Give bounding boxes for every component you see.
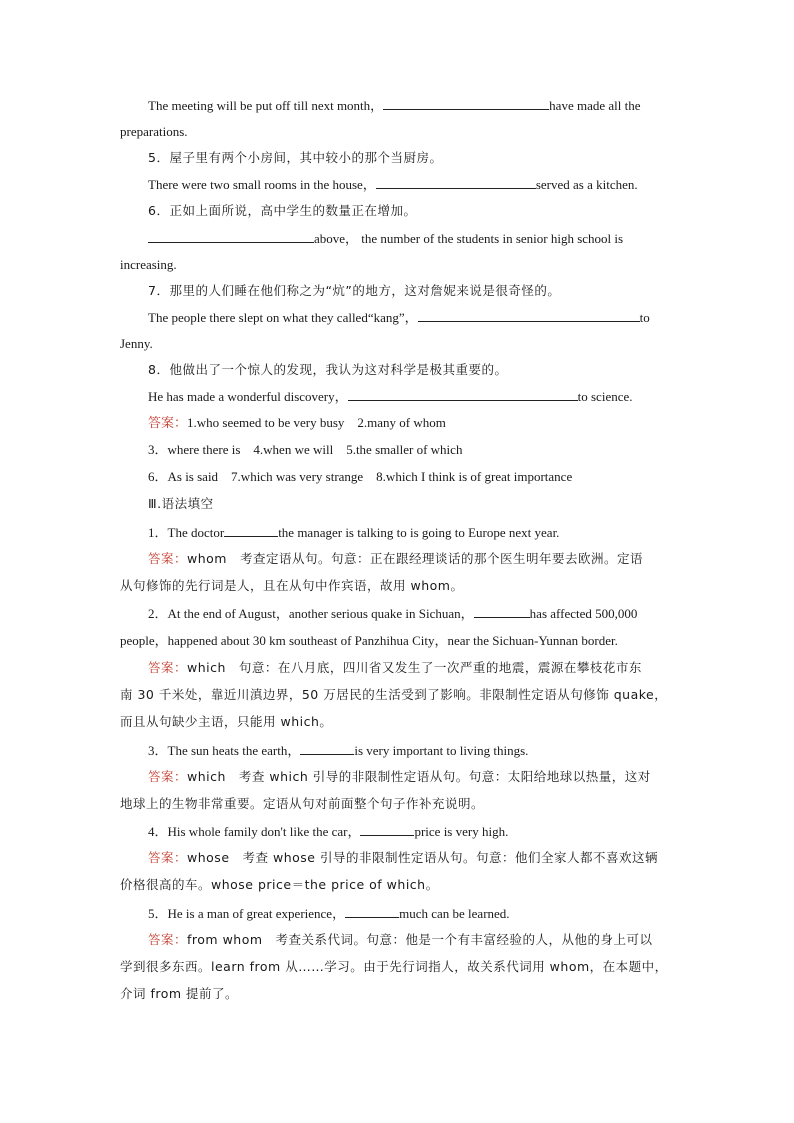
exercise-line: Jenny. xyxy=(120,336,153,351)
answer-line: 南 30 千米处，靠近川滇边界，50 万居民的生活受到了影响。非限制性定语从句修饰 quake， xyxy=(120,687,668,702)
exercise-line: preparations. xyxy=(120,124,188,139)
exercise-line: The meeting will be put off till next month， have made all the xyxy=(148,98,641,113)
exercise-prompt: 7．那里的人们睡在他们称之为“炕”的地方，这对詹妮来说是很奇怪的。 xyxy=(148,283,561,298)
answer-line: 答案：from whom 考查关系代词。句意：他是一个有丰富经验的人，从他的身上可以 xyxy=(148,932,653,947)
answer-line: 答案：which 句意：在八月底，四川省又发生了一次严重的地震，震源在攀枝花市东 xyxy=(148,660,642,675)
answer-line: 3．where there is 4.when we will 5.the smaller of which xyxy=(148,442,463,457)
answer-blank xyxy=(376,176,536,189)
answer-blank xyxy=(148,230,314,243)
answer-line: 地球上的生物非常重要。定语从句对前面整个句子作补充说明。 xyxy=(120,796,485,811)
answer-line: 答案：1.who seemed to be very busy 2.many of whom xyxy=(148,415,446,431)
answer-blank xyxy=(360,823,414,836)
answer-label: 答案： xyxy=(148,769,188,784)
answer-line: 介词 from 提前了。 xyxy=(120,986,239,1001)
answer-blank xyxy=(418,309,640,322)
answer-line: 6．As is said 7.which was very strange 8.which I think is of great importance xyxy=(148,469,573,484)
answer-blank xyxy=(224,524,278,537)
exercise-prompt: 8．他做出了一个惊人的发现，我认为这对科学是极其重要的。 xyxy=(148,362,508,377)
answer-label: 答案： xyxy=(148,551,188,566)
answer-label: 答案： xyxy=(148,416,188,431)
answer-line: 答案：which 考查 which 引导的非限制性定语从句。句意：太阳给地球以热量，这对 xyxy=(148,769,651,784)
answer-label: 答案： xyxy=(148,932,188,947)
answer-blank xyxy=(345,905,399,918)
answer-blank xyxy=(383,97,549,110)
question-line: 3．The sun heats the earth， is very important to living things. xyxy=(148,743,529,758)
answer-blank xyxy=(474,605,530,618)
exercise-line: There were two small rooms in the house， served as a kitchen. xyxy=(148,177,638,192)
exercise-prompt: 6．正如上面所说，高中学生的数量正在增加。 xyxy=(148,203,417,218)
answer-line: 从句修饰的先行词是人，且在从句中作宾语，故用 whom。 xyxy=(120,578,464,593)
answer-line: 学到很多东西。learn from 从……学习。由于先行词指人，故关系代词用 whom，在本题中， xyxy=(120,959,668,974)
answer-line: 答案：whom 考查定语从句。句意：正在跟经理谈话的那个医生明年要去欧洲。定语 xyxy=(148,551,643,566)
answer-line: 答案：whose 考查 whose 引导的非限制性定语从句。句意：他们全家人都不喜欢这辆 xyxy=(148,850,658,865)
answer-blank xyxy=(300,742,354,755)
question-line: 5．He is a man of great experience， much can be learned. xyxy=(148,906,510,921)
exercise-line: The people there slept on what they called“kang”， to xyxy=(148,310,650,325)
question-line: 1．The doctor the manager is talking to is going to Europe next year. xyxy=(148,525,560,540)
section-heading: Ⅲ.语法填空 xyxy=(148,496,214,511)
exercise-line: above， the number of the students in senior high school is xyxy=(148,230,623,247)
exercise-line: He has made a wonderful discovery， to science. xyxy=(148,389,633,404)
answer-line: 而且从句缺少主语，只能用 which。 xyxy=(120,714,333,729)
question-line: people，happened about 30 km southeast of Panzhihua City，near the Sichuan-Yunnan border. xyxy=(120,633,618,648)
answer-blank xyxy=(348,388,578,401)
exercise-prompt: 5．屋子里有两个小房间，其中较小的那个当厨房。 xyxy=(148,150,443,165)
exercise-line: increasing. xyxy=(120,257,177,272)
question-line: 4．His whole family don't like the car， price is very high. xyxy=(148,824,509,839)
answer-line: 价格很高的车。whose price＝the price of which。 xyxy=(120,877,439,892)
question-line: 2．At the end of August，another serious quake in Sichuan， has affected 500,000 xyxy=(148,606,638,621)
answer-label: 答案： xyxy=(148,660,188,675)
answer-label: 答案： xyxy=(148,850,188,865)
